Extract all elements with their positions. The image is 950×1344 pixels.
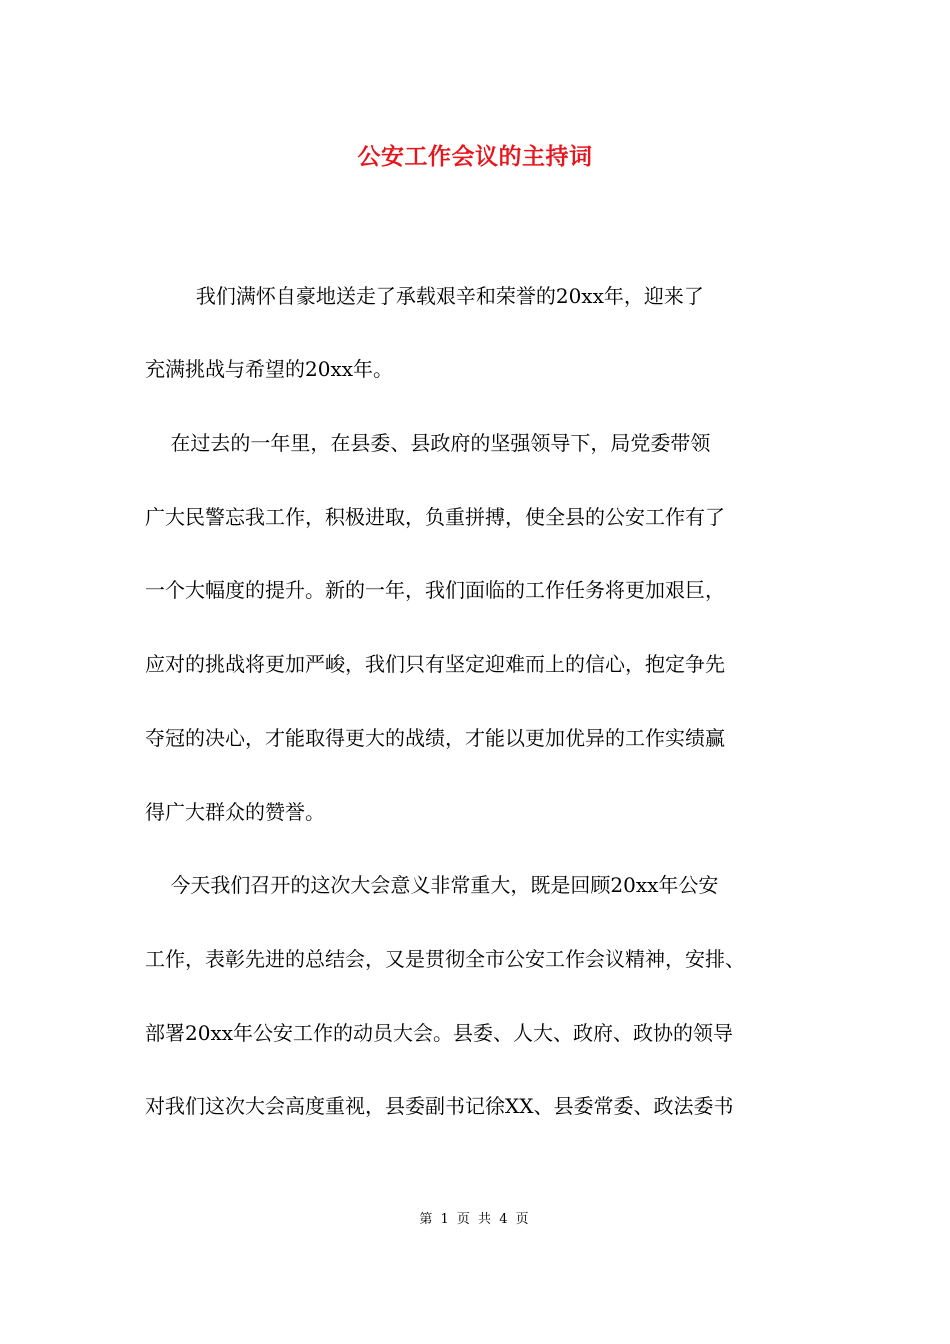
page-number: 第 1 页 共 4 页 — [419, 1212, 531, 1227]
body-line: 应对的挑战将更加严峻，我们只有坚定迎难而上的信心，抱定争先 — [145, 652, 725, 676]
body-line: 对我们这次大会高度重视，县委副书记徐XX、县委常委、政法委书 — [145, 1094, 734, 1118]
body-line: 工作，表彰先进的总结会，又是贯彻全市公安工作会议精神，安排、 — [145, 947, 745, 971]
body-line: 我们满怀自豪地送走了承载艰辛和荣誉的20xx年，迎来了 — [145, 284, 704, 308]
body-line: 广大民警忘我工作，积极进取，负重拼搏，使全县的公安工作有了 — [145, 505, 725, 529]
body-line: 部署20xx年公安工作的动员大会。县委、人大、政府、政协的领导 — [145, 1021, 734, 1045]
body-line: 夺冠的决心，才能取得更大的战绩，才能以更加优异的工作实绩赢 — [145, 726, 725, 750]
body-line: 在过去的一年里，在县委、县政府的坚强领导下，局党委带领 — [145, 431, 711, 455]
body-line: 得广大群众的赞誉。 — [145, 800, 325, 824]
body-line: 一个大幅度的提升。新的一年，我们面临的工作任务将更加艰巨， — [145, 578, 725, 602]
body-line: 充满挑战与希望的20xx年。 — [145, 357, 394, 381]
body-line: 今天我们召开的这次大会意义非常重大，既是回顾20xx年公安 — [145, 873, 719, 897]
document-title: 公安工作会议的主持词 — [357, 143, 593, 170]
